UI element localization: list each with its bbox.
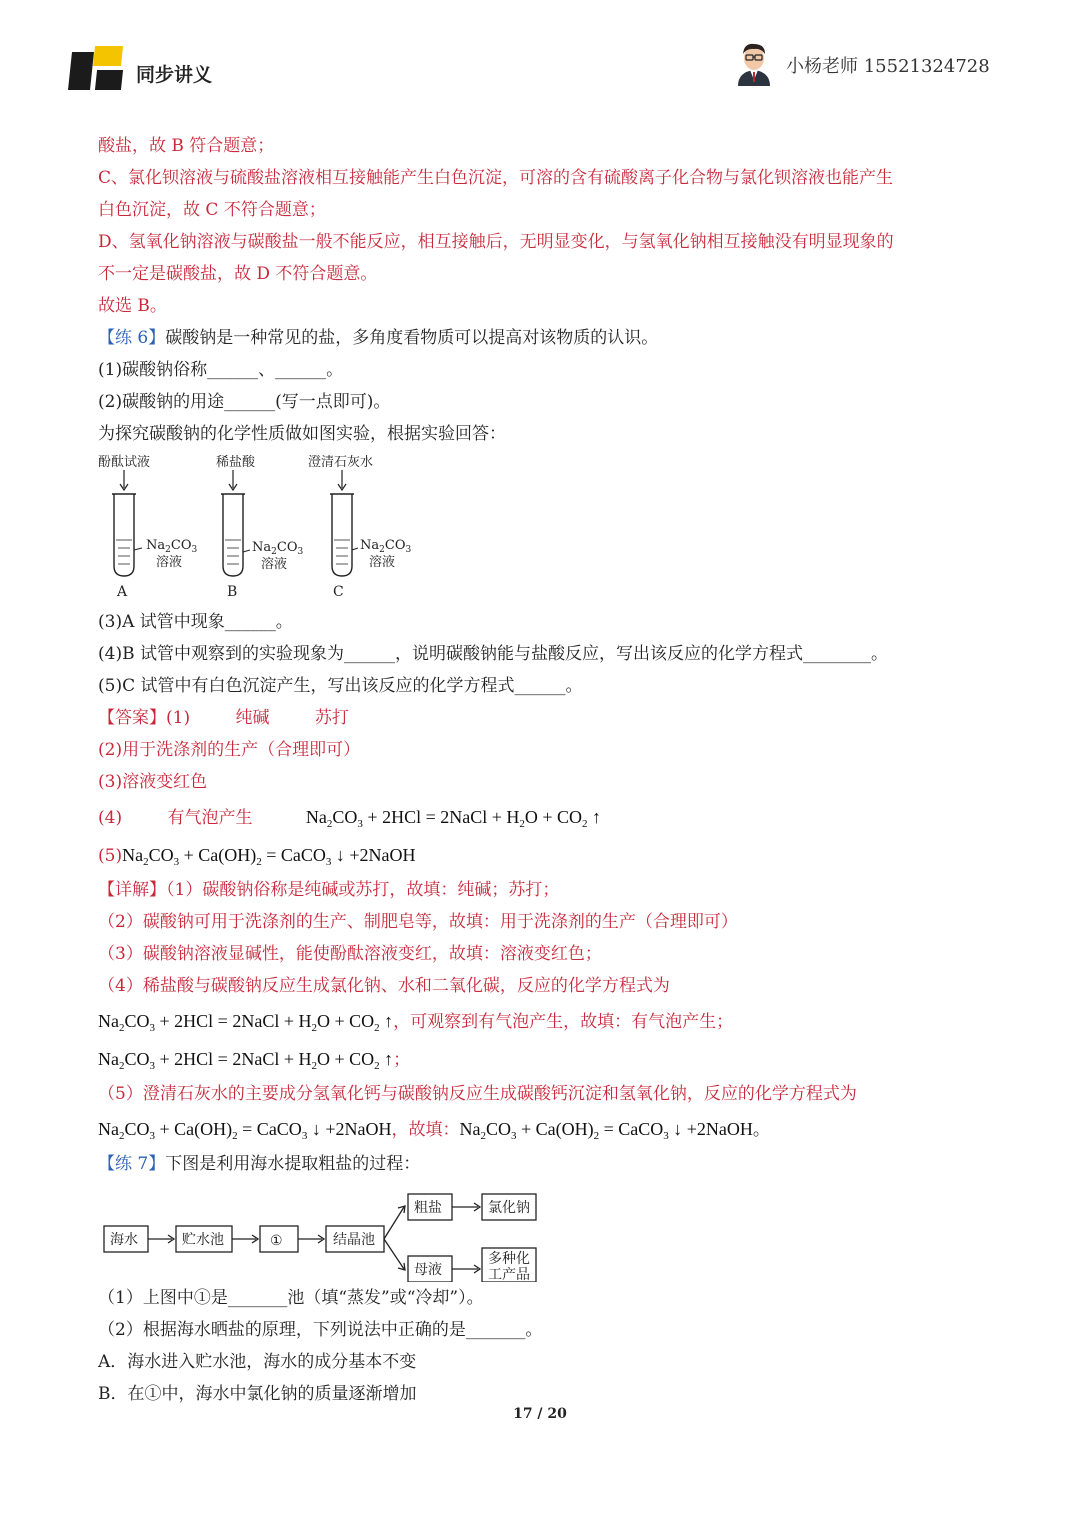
brand-logo	[70, 46, 126, 92]
answer-line-4	[98, 798, 988, 836]
flow-nacl: 氯化钠	[488, 1200, 530, 1216]
q7-part1: （1）上图中①是_______池（填“蒸发”或“冷却”）。	[98, 1288, 484, 1308]
prev-line-4: D、氢氧化钠溶液与碳酸盐一般不能反应，相互接触后，无明显变化，与氢氧化钠相互接触没有明显现象的	[98, 232, 894, 252]
tube-b-label: $Na_2CO_3$	[252, 540, 304, 557]
prev-line-2: C、氯化钡溶液与硫酸盐溶液相互接触能产生白色沉淀，可溶的含有硫酸离子化合物与氯化钡溶液也能产生	[98, 168, 894, 188]
tube-a-letter: A	[117, 584, 128, 600]
answer-1-num: (1)	[166, 708, 191, 728]
tube-c-letter: C	[333, 584, 344, 600]
q6-intro: 为探究碳酸钠的化学性质做如图实验，根据实验回答：	[98, 424, 506, 444]
reagent-c-label: 澄清石灰水	[308, 455, 374, 470]
equation-hcl: $Na_2CO_3 + 2HCl$ = 2NaCl + $H_2O + CO_2$ ↑	[305, 807, 602, 830]
detail-line-1	[98, 874, 988, 906]
flow-chem-1: 多种化	[488, 1251, 530, 1267]
answer-line-5	[98, 836, 988, 874]
detail-4b: ，可观察到有气泡产生，故填：有气泡产生；	[393, 1012, 734, 1032]
detail-line-4c	[98, 1040, 988, 1078]
tube-c-label: $Na_2CO_3$	[360, 538, 412, 555]
answer-line-3: (3)溶液变红色	[98, 772, 208, 792]
test-tube-diagram	[98, 450, 458, 606]
tube-b-letter: B	[227, 584, 238, 600]
q6-stem-line	[98, 322, 988, 354]
detail-line-4: （4）稀盐酸与碳酸钠反应生成氯化钠、水和二氧化碳，反应的化学方程式为	[98, 976, 670, 996]
prev-line-6: 故选 B。	[98, 296, 167, 316]
tube-a	[98, 454, 197, 600]
flow-crude-salt: 粗盐	[414, 1200, 442, 1216]
answer-1-value-1: 纯碱	[235, 708, 270, 728]
reagent-a-label: 酚酞试液	[98, 455, 151, 470]
equation-caoh2: $Na_2CO_3 + Ca(OH)_2$ = CaCO$_3$ ↓ +2NaOH	[122, 845, 416, 868]
flow-mother: 母液	[414, 1262, 442, 1278]
test-tube-figure	[98, 450, 988, 606]
salt-flow-diagram	[98, 1186, 988, 1282]
detail-line-4b	[98, 1002, 988, 1040]
teacher-contact: 小杨老师 15521324728	[786, 56, 990, 77]
q7-stem: 下图是利用海水提取粗盐的过程：	[165, 1154, 421, 1174]
answer-line-2: (2)用于洗涤剂的生产（合理即可）	[98, 740, 361, 760]
brand-title: 同步讲义	[136, 64, 213, 86]
equation-caoh2-2: $Na_2CO_3 + Ca(OH)_2$ = CaCO$_3$ ↓ +2NaOH	[98, 1119, 392, 1142]
q6-part4: (4)B 试管中观察到的实验现象为______，说明碳酸钠能与盐酸反应，写出该反应的化学方程式________。	[98, 644, 888, 664]
teacher-avatar	[734, 40, 774, 86]
detail-5c: 。	[752, 1120, 770, 1140]
tube-b-label-2: 溶液	[261, 557, 288, 572]
q6-tag: 【练 6】	[98, 328, 166, 348]
detail-line-3: （3）碳酸钠溶液显碱性，能使酚酞溶液变红，故填：溶液变红色；	[98, 944, 602, 964]
flow-step1: ①	[270, 1233, 283, 1249]
answer-tag: 【答案】	[98, 708, 166, 728]
flow-crystal: 结晶池	[333, 1232, 375, 1248]
detail-1: （1）碳酸钠俗称是纯碱或苏打，故填：纯碱；苏打；	[166, 880, 560, 900]
detail-line-5b	[98, 1110, 988, 1148]
answer-1-value-2: 苏打	[314, 708, 349, 728]
q7-option-b: B．在①中，海水中氯化钠的质量逐渐增加	[98, 1384, 417, 1404]
q6-part1: (1)碳酸钠俗称______、______。	[98, 360, 344, 380]
detail-line-5: （5）澄清石灰水的主要成分氢氧化钙与碳酸钠反应生成碳酸钙沉淀和氢氧化钠，反应的化学方程式为	[98, 1084, 857, 1104]
flow-svg	[102, 1186, 562, 1282]
tube-c	[308, 454, 411, 600]
answer-5-num: (5)	[98, 846, 123, 866]
tube-c-label-2: 溶液	[369, 555, 396, 570]
page-content	[98, 130, 988, 1410]
q7-option-a: A．海水进入贮水池，海水的成分基本不变	[98, 1352, 417, 1372]
prev-line-5: 不一定是碳酸盐，故 D 不符合题意。	[98, 264, 378, 284]
reagent-b-label: 稀盐酸	[216, 455, 256, 470]
equation-hcl-2: $Na_2CO_3 + 2HCl$ = 2NaCl + $H_2O + CO_2$ ↑	[98, 1011, 394, 1034]
q6-part5: (5)C 试管中有白色沉淀产生，写出该反应的化学方程式______。	[98, 676, 583, 696]
q6-part3: (3)A 试管中现象______。	[98, 612, 293, 632]
answer-4-text: 有气泡产生	[167, 808, 253, 828]
prev-line-1: 酸盐，故 B 符合题意；	[98, 136, 275, 156]
q7-part2: （2）根据海水晒盐的原理，下列说法中正确的是_______。	[98, 1320, 543, 1340]
detail-line-2: （2）碳酸钠可用于洗涤剂的生产、制肥皂等，故填：用于洗涤剂的生产（合理即可）	[98, 912, 738, 932]
equation-caoh2-3: $Na_2CO_3 + Ca(OH)_2$ = CaCO$_3$ ↓ +2NaOH	[459, 1119, 753, 1142]
q6-part2: (2)碳酸钠的用途______(写一点即可)。	[98, 392, 391, 412]
flow-chem-2: 工产品	[488, 1267, 530, 1282]
page-number: 17 / 20	[513, 1406, 567, 1422]
flow-storage: 贮水池	[182, 1232, 224, 1248]
q7-tag: 【练 7】	[98, 1154, 166, 1174]
q6-stem: 碳酸钠是一种常见的盐，多角度看物质可以提高对该物质的认识。	[165, 328, 659, 348]
flow-seawater: 海水	[110, 1232, 138, 1248]
answer-4-num: (4)	[98, 808, 123, 828]
equation-hcl-3: $Na_2CO_3 + 2HCl$ = 2NaCl + $H_2O + CO_2$ ↑	[98, 1049, 394, 1072]
q7-stem-line	[98, 1148, 988, 1180]
tube-a-label: $Na_2CO_3$	[146, 538, 198, 555]
detail-4c: ；	[393, 1050, 411, 1070]
tube-a-label-2: 溶液	[156, 555, 183, 570]
prev-line-3: 白色沉淀，故 C 不符合题意；	[98, 200, 326, 220]
tube-b	[216, 454, 303, 600]
detail-5b: ，故填：	[391, 1120, 460, 1140]
detail-tag: 【详解】	[98, 880, 166, 900]
answer-line-1	[98, 702, 988, 734]
